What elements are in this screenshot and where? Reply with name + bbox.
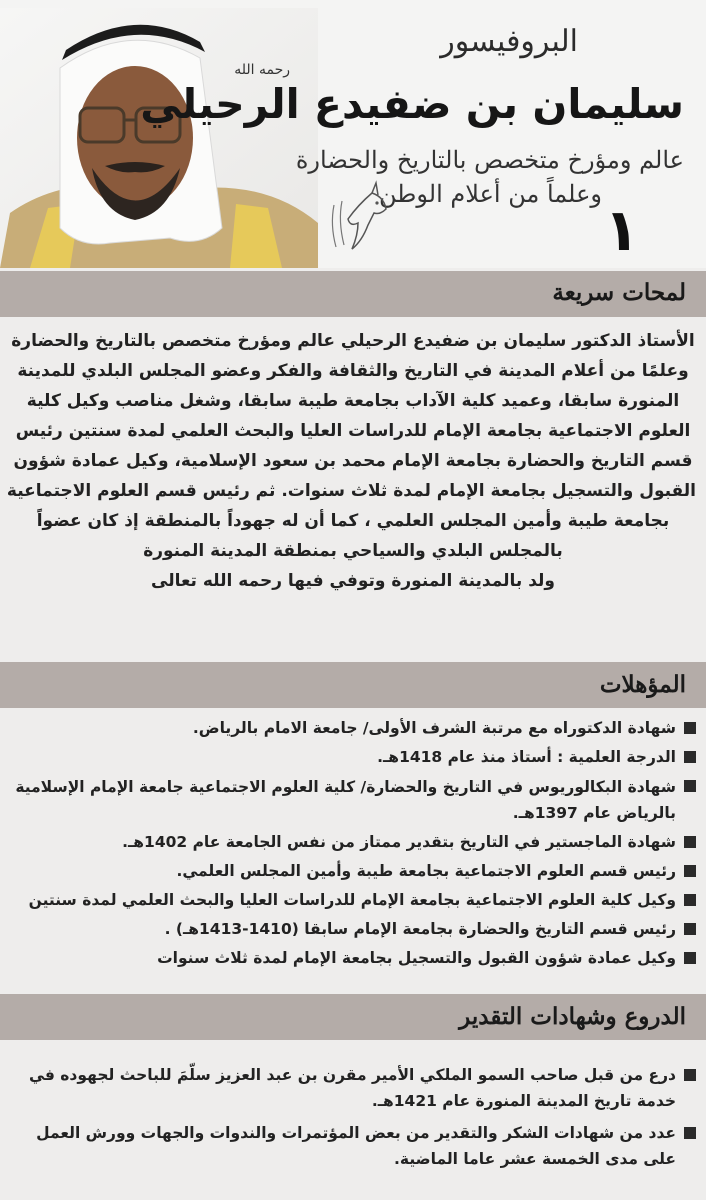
list-item: عدد من شهادات الشكر والتقدير من بعض المؤتمرات والندوات والجهات وورش العمل على مدى الخمسة عشر عاما الماضية. <box>8 1120 698 1172</box>
title-prefix: البروفيسور <box>440 24 578 59</box>
mercy-phrase: رحمه الله <box>234 62 290 78</box>
bio-line: المنورة سابقا، وعميد كلية الآداب بجامعة طيبة سابقا، وشغل مناصب وكيل كلية <box>26 391 680 411</box>
bullet-square-icon <box>684 836 696 848</box>
bullet-square-icon <box>684 923 696 935</box>
bullet-square-icon <box>684 780 696 792</box>
bio-line: الأستاذ الدكتور سليمان بن ضفيدع الرحيلي عالم ومؤرخ متخصص بالتاريخ والحضارة <box>11 331 695 351</box>
section-bar-quick <box>0 271 706 317</box>
list-item: وكيل كلية العلوم الاجتماعية بجامعة الإمام للدراسات العليا والبحث العلمي لمدة سنتين <box>8 888 698 913</box>
qualifications-list <box>8 716 698 975</box>
issue-number: ١ <box>604 196 640 264</box>
list-item: وكيل عمادة شؤون القبول والتسجيل بجامعة الإمام لمدة ثلاث سنوات <box>8 946 698 971</box>
portrait-photo <box>0 8 318 268</box>
list-item: رئيس قسم التاريخ والحضارة بجامعة الإمام سابقا (1410-1413هـ) . <box>8 917 698 942</box>
bullet-square-icon <box>684 865 696 877</box>
bio-line: ولد بالمدينة المنورة وتوفي فيها رحمه الله تعالى <box>151 571 555 591</box>
section-bar-awards <box>0 994 706 1040</box>
bullet-square-icon <box>684 1069 696 1081</box>
subtitle-line-1: عالم ومؤرخ متخصص بالتاريخ والحضارة <box>295 146 684 174</box>
section-bar-qualifications <box>0 662 706 708</box>
bullet-square-icon <box>684 751 696 763</box>
list-item: شهادة البكالوريوس في التاريخ والحضارة/ كلية العلوم الاجتماعية جامعة الإمام الإسلامية بالرياض عام 1397هـ. <box>8 774 698 826</box>
section-title-qualifications: المؤهلات <box>599 671 686 698</box>
bio-line: القبول والتسجيل بجامعة الإمام لمدة ثلاث سنوات. ثم رئيس قسم العلوم الاجتماعية <box>6 481 696 501</box>
bio-paragraph <box>6 326 696 596</box>
section-title-awards: الدروع وشهادات التقدير <box>459 1003 686 1030</box>
subtitle-line-2: وعلماً من أعلام الوطن <box>379 180 602 208</box>
list-item: الدرجة العلمية : أستاذ منذ عام 1418هـ. <box>8 745 698 770</box>
bio-line: بجامعة طيبة وأمين المجلس العلمي ، كما أن له جهوداً بالمنطقة إذ كان عضواً <box>36 511 670 531</box>
bullet-square-icon <box>684 952 696 964</box>
bio-line: بالمجلس البلدي والسياحي بمنطقة المدينة المنورة <box>143 541 563 561</box>
list-item: رئيس قسم العلوم الاجتماعية بجامعة طيبة وأمين المجلس العلمي. <box>8 859 698 884</box>
list-item: شهادة الدكتوراه مع مرتبة الشرف الأولى/ جامعة الامام بالرياض. <box>8 716 698 741</box>
section-title-quick: لمحات سريعة <box>552 279 686 306</box>
list-item: شهادة الماجستير في التاريخ بتقدير ممتاز من نفس الجامعة عام 1402هـ. <box>8 830 698 855</box>
bullet-square-icon <box>684 722 696 734</box>
bullet-square-icon <box>684 1127 696 1139</box>
header <box>0 0 706 268</box>
bio-line: العلوم الاجتماعية بجامعة الإمام للدراسات العليا والبحث العلمي لمدة سنتين رئيس <box>15 421 691 441</box>
person-name: سليمان بن ضفيدع الرحيلي <box>140 80 684 128</box>
bio-line: قسم التاريخ والحضارة بجامعة الإمام محمد بن سعود الإسلامية، وكيل عمادة شؤون <box>13 451 693 471</box>
horse-logo-icon <box>322 175 396 265</box>
awards-list <box>8 1062 698 1178</box>
list-item: درع من قبل صاحب السمو الملكي الأمير مقرن بن عبد العزيز سلّمَ للباحث لجهوده في خدمة تاريخ المدينة المنورة عام 1421هـ. <box>8 1062 698 1114</box>
bio-line: وعلمًا من أعلام المدينة في التاريخ والثقافة والفكر وعضو المجلس البلدي للمدينة <box>17 361 689 381</box>
bullet-square-icon <box>684 894 696 906</box>
